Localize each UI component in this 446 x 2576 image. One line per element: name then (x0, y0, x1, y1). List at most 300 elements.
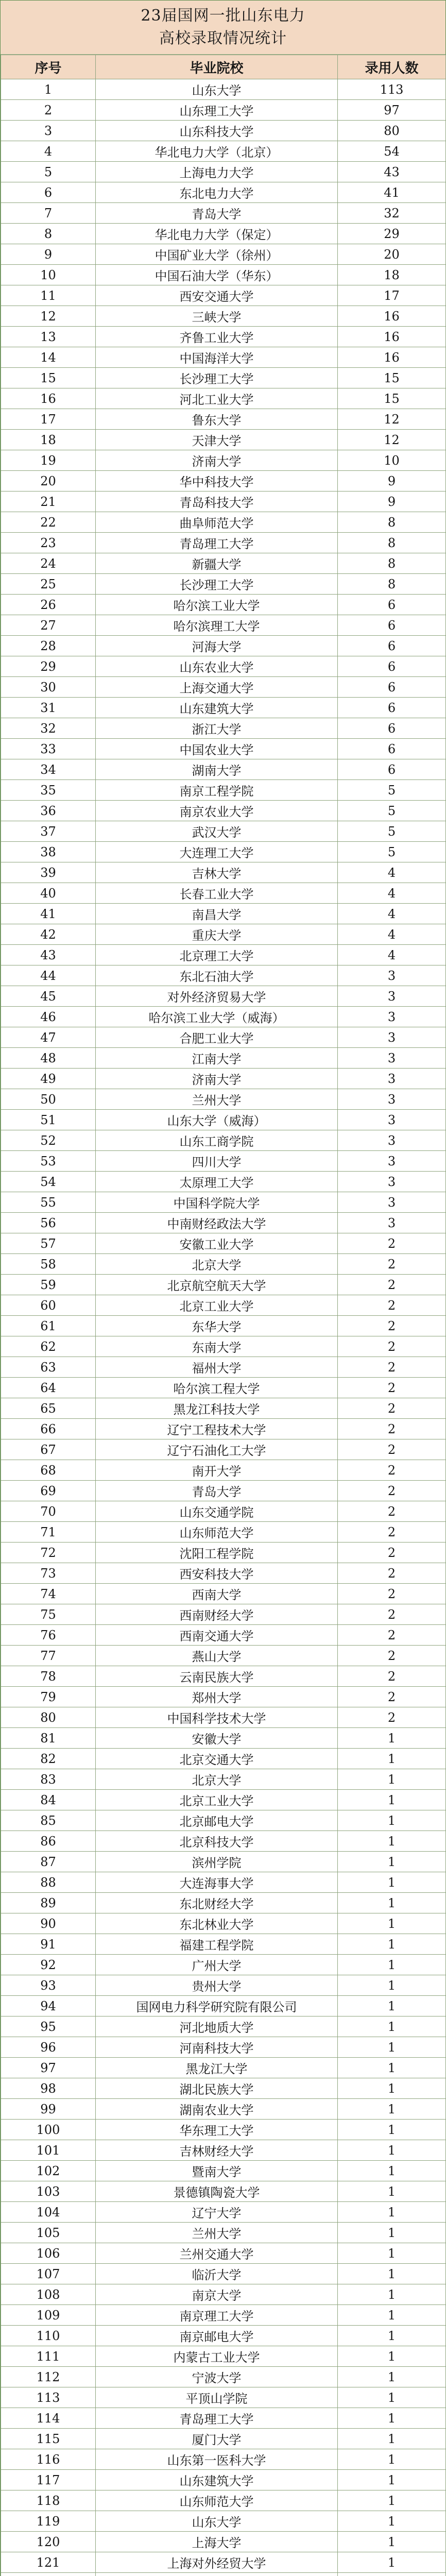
table-row (1, 1563, 446, 1584)
cell-count: 1 (338, 2511, 446, 2532)
table-row (1, 1666, 446, 1687)
cell-count: 5 (338, 780, 446, 801)
cell-index: 34 (1, 759, 96, 780)
cell-school: 江南大学 (96, 1048, 338, 1069)
cell-index: 47 (1, 1027, 96, 1048)
cell-school: 北京大学 (96, 1769, 338, 1790)
table-row (1, 1316, 446, 1336)
cell-index: 75 (1, 1604, 96, 1625)
cell-school: 北京航空航天大学 (96, 1275, 338, 1295)
cell-count: 97 (338, 100, 446, 121)
table-row (1, 2078, 446, 2099)
cell-count: 1 (338, 2408, 446, 2429)
table-row (1, 1357, 446, 1378)
cell-school: 滨州学院 (96, 1852, 338, 1872)
cell-count: 1 (338, 2326, 446, 2346)
cell-count: 113 (338, 79, 446, 100)
cell-count: 4 (338, 862, 446, 883)
cell-school: 湖北民族大学 (96, 2078, 338, 2099)
table-row (1, 615, 446, 636)
cell-index: 14 (1, 347, 96, 368)
cell-school: 辽宁工程技术大学 (96, 1419, 338, 1439)
cell-count: 6 (338, 718, 446, 739)
cell-count: 3 (338, 1089, 446, 1110)
table-row (1, 162, 446, 182)
cell-index: 76 (1, 1625, 96, 1646)
table-row (1, 409, 446, 430)
cell-count: 10 (338, 450, 446, 471)
table-row (1, 883, 446, 904)
cell-index: 29 (1, 656, 96, 677)
cell-count: 43 (338, 162, 446, 182)
cell-index: 11 (1, 285, 96, 306)
table-row (1, 1584, 446, 1604)
cell-count: 1 (338, 1934, 446, 1955)
cell-count: 1 (338, 1831, 446, 1852)
cell-count: 2 (338, 1646, 446, 1666)
cell-index: 43 (1, 945, 96, 965)
cell-school: 哈尔滨理工大学 (96, 615, 338, 636)
cell-school: 西南财经大学 (96, 1604, 338, 1625)
cell-count: 1 (338, 2305, 446, 2326)
cell-school: 三峡大学 (96, 306, 338, 327)
cell-count: 3 (338, 1172, 446, 1192)
cell-count: 6 (338, 677, 446, 698)
cell-index (1, 2573, 96, 2576)
cell-count: 2 (338, 1522, 446, 1543)
table-row (1, 1048, 446, 1069)
cell-school: 郑州大学 (96, 1687, 338, 1707)
cell-school: 山东大学 (96, 2511, 338, 2532)
cell-count: 41 (338, 182, 446, 203)
cell-school: 北京工业大学 (96, 1295, 338, 1316)
cell-count: 1 (338, 1769, 446, 1790)
cell-index: 68 (1, 1460, 96, 1481)
cell-index: 15 (1, 368, 96, 388)
cell-school: 兰州大学 (96, 2223, 338, 2243)
cell-school: 济南大学 (96, 450, 338, 471)
cell-count: 2 (338, 1625, 446, 1646)
table-row (1, 656, 446, 677)
title-line-2: 高校录取情况统计 (159, 29, 287, 47)
table-row (1, 2429, 446, 2449)
cell-index: 30 (1, 677, 96, 698)
cell-school: 哈尔滨工业大学 (96, 595, 338, 615)
table-row (1, 1543, 446, 1563)
cell-count: 20 (338, 244, 446, 265)
cell-count: 9 (338, 492, 446, 512)
table-row (1, 2387, 446, 2408)
cell-count: 3 (338, 965, 446, 986)
table-row (1, 1378, 446, 1398)
cell-index: 81 (1, 1728, 96, 1749)
cell-school: 大连理工大学 (96, 842, 338, 862)
cell-school: 北京邮电大学 (96, 1810, 338, 1831)
cell-index: 40 (1, 883, 96, 904)
cell-index: 19 (1, 450, 96, 471)
cell-count: 3 (338, 1007, 446, 1027)
cell-index: 41 (1, 904, 96, 924)
cell-school: 青岛理工大学 (96, 533, 338, 553)
cell-index: 113 (1, 2387, 96, 2408)
cell-count: 2 (338, 1687, 446, 1707)
table-body (1, 79, 446, 2576)
cell-school: 上海对外经贸大学 (96, 2552, 338, 2573)
cell-school: 临沂大学 (96, 2264, 338, 2284)
table-row (1, 471, 446, 492)
cell-index: 105 (1, 2223, 96, 2243)
cell-school: 华东理工大学 (96, 2120, 338, 2140)
cell-count: 1 (338, 1810, 446, 1831)
cell-count: 1 (338, 2490, 446, 2511)
table-row (1, 1110, 446, 1130)
cell-index: 71 (1, 1522, 96, 1543)
cell-school: 云南民族大学 (96, 1666, 338, 1687)
cell-index: 32 (1, 718, 96, 739)
title-line-1: 23届国网一批山东电力 (141, 7, 305, 25)
cell-index: 60 (1, 1295, 96, 1316)
table-row (1, 924, 446, 945)
cell-index: 12 (1, 306, 96, 327)
table-row (1, 1728, 446, 1749)
table-row (1, 1604, 446, 1625)
cell-index: 111 (1, 2346, 96, 2367)
cell-index: 103 (1, 2181, 96, 2202)
cell-school: 南京大学 (96, 2284, 338, 2305)
table-row (1, 698, 446, 718)
table-row (1, 862, 446, 883)
cell-index: 95 (1, 2016, 96, 2037)
cell-count: 2 (338, 1584, 446, 1604)
cell-count: 1 (338, 1955, 446, 1975)
cell-count: 9 (338, 471, 446, 492)
cell-school: 中国海洋大学 (96, 347, 338, 368)
cell-index: 74 (1, 1584, 96, 1604)
cell-school: 青岛理工大学 (96, 2408, 338, 2429)
table-row (1, 1089, 446, 1110)
table-row (1, 1872, 446, 1893)
cell-index: 35 (1, 780, 96, 801)
cell-count: 1 (338, 2120, 446, 2140)
cell-index: 27 (1, 615, 96, 636)
cell-index: 51 (1, 1110, 96, 1130)
cell-index: 2 (1, 100, 96, 121)
cell-count: 32 (338, 203, 446, 224)
cell-count: 2 (338, 1501, 446, 1522)
cell-count: 1 (338, 1872, 446, 1893)
table-row (1, 574, 446, 595)
cell-index: 25 (1, 574, 96, 595)
table-row (1, 780, 446, 801)
cell-index: 57 (1, 1233, 96, 1254)
cell-index: 8 (1, 224, 96, 244)
cell-index: 118 (1, 2490, 96, 2511)
cell-school: 长春工业大学 (96, 883, 338, 904)
cell-count: 2 (338, 1316, 446, 1336)
cell-count: 12 (338, 430, 446, 450)
cell-index: 119 (1, 2511, 96, 2532)
cell-index: 115 (1, 2429, 96, 2449)
cell-school: 河北工业大学 (96, 388, 338, 409)
cell-school: 中南财经政法大学 (96, 1213, 338, 1233)
cell-school: 东北石油大学 (96, 965, 338, 986)
table-row (1, 1130, 446, 1151)
cell-school: 对外经济贸易大学 (96, 986, 338, 1007)
cell-school: 华北电力大学（保定） (96, 224, 338, 244)
cell-count: 8 (338, 512, 446, 533)
cell-school: 中国石油大学（华东） (96, 265, 338, 285)
cell-index: 83 (1, 1769, 96, 1790)
table-row (1, 327, 446, 347)
cell-index: 67 (1, 1439, 96, 1460)
table-row (1, 553, 446, 574)
table-row (1, 2120, 446, 2140)
cell-index: 42 (1, 924, 96, 945)
cell-count: 1 (338, 1852, 446, 1872)
cell-school: 南开大学 (96, 1460, 338, 1481)
cell-count: 16 (338, 347, 446, 368)
table-row (1, 2243, 446, 2264)
cell-count: 3 (338, 1192, 446, 1213)
cell-count: 1 (338, 2037, 446, 2058)
cell-school: 山东科技大学 (96, 121, 338, 141)
cell-count: 1 (338, 1728, 446, 1749)
cell-school: 中国科学技术大学 (96, 1707, 338, 1728)
table-row (1, 1687, 446, 1707)
table-row (1, 347, 446, 368)
cell-index: 90 (1, 1913, 96, 1934)
cell-index: 55 (1, 1192, 96, 1213)
cell-school: 东北财经大学 (96, 1893, 338, 1913)
table-row (1, 2161, 446, 2181)
cell-school: 西安科技大学 (96, 1563, 338, 1584)
table-row (1, 141, 446, 162)
cell-index: 21 (1, 492, 96, 512)
table-row (1, 1027, 446, 1048)
cell-index: 102 (1, 2161, 96, 2181)
cell-count: 1 (338, 2058, 446, 2078)
cell-school: 福建工程学院 (96, 1934, 338, 1955)
cell-school: 中国农业大学 (96, 739, 338, 759)
cell-index: 38 (1, 842, 96, 862)
table-row (1, 1172, 446, 1192)
cell-count: 6 (338, 739, 446, 759)
cell-index: 73 (1, 1563, 96, 1584)
cell-index: 89 (1, 1893, 96, 1913)
cell-school: 景德镇陶瓷大学 (96, 2181, 338, 2202)
cell-school: 南京工程学院 (96, 780, 338, 801)
cell-index: 120 (1, 2532, 96, 2552)
table-row (1, 2016, 446, 2037)
cell-count: 17 (338, 285, 446, 306)
cell-school: 上海大学 (96, 2532, 338, 2552)
cell-school: 辽宁大学 (96, 2202, 338, 2223)
cell-school: 中国矿业大学（徐州） (96, 244, 338, 265)
table-row (1, 595, 446, 615)
table-row (1, 1625, 446, 1646)
cell-count: 2 (338, 1398, 446, 1419)
cell-school: 武汉大学 (96, 821, 338, 842)
cell-count: 1 (338, 1975, 446, 1996)
table-row (1, 306, 446, 327)
cell-index: 24 (1, 553, 96, 574)
cell-count: 5 (338, 842, 446, 862)
table-row (1, 1955, 446, 1975)
cell-index: 54 (1, 1172, 96, 1192)
cell-index: 46 (1, 1007, 96, 1027)
cell-count: 1 (338, 2470, 446, 2490)
cell-index: 36 (1, 801, 96, 821)
table-row (1, 100, 446, 121)
cell-count: 2 (338, 1666, 446, 1687)
cell-count: 2 (338, 1357, 446, 1378)
table-row (1, 265, 446, 285)
table-row (1, 1481, 446, 1501)
cell-count: 2 (338, 1481, 446, 1501)
cell-school: 安徽工业大学 (96, 1233, 338, 1254)
cell-school: 厦门大学 (96, 2429, 338, 2449)
cell-count: 6 (338, 656, 446, 677)
cell-count: 3 (338, 1151, 446, 1172)
table-row (1, 1254, 446, 1275)
table-row (1, 2346, 446, 2367)
cell-index: 62 (1, 1336, 96, 1357)
cell-index: 56 (1, 1213, 96, 1233)
cell-school: 黑龙江科技大学 (96, 1398, 338, 1419)
table-row (1, 1295, 446, 1316)
table-row (1, 2202, 446, 2223)
cell-count: 8 (338, 533, 446, 553)
cell-school: 兰州大学 (96, 1089, 338, 1110)
cell-count: 3 (338, 1130, 446, 1151)
cell-index: 61 (1, 1316, 96, 1336)
cell-index: 26 (1, 595, 96, 615)
cell-index: 65 (1, 1398, 96, 1419)
cell-count: 2 (338, 1563, 446, 1584)
cell-school: 青岛科技大学 (96, 492, 338, 512)
cell-index: 16 (1, 388, 96, 409)
table-row (1, 1007, 446, 1027)
cell-school: 哈尔滨工程大学 (96, 1378, 338, 1398)
cell-school: 南京邮电大学 (96, 2326, 338, 2346)
cell-school: 上海电力大学 (96, 162, 338, 182)
cell-count: 3 (338, 1213, 446, 1233)
table-row (1, 182, 446, 203)
cell-school: 鲁东大学 (96, 409, 338, 430)
table-row (1, 739, 446, 759)
cell-school: 山东大学（威海） (96, 1110, 338, 1130)
cell-school: 暨南大学 (96, 2161, 338, 2181)
table-row (1, 1893, 446, 1913)
cell-count: 1 (338, 2387, 446, 2408)
cell-count: 2 (338, 1604, 446, 1625)
cell-index: 6 (1, 182, 96, 203)
cell-school: 重庆大学 (96, 924, 338, 945)
table-row (1, 244, 446, 265)
cell-index: 100 (1, 2120, 96, 2140)
cell-school: 齐鲁工业大学 (96, 327, 338, 347)
cell-index: 49 (1, 1069, 96, 1089)
cell-count: 15 (338, 388, 446, 409)
cell-count: 29 (338, 224, 446, 244)
table-row (1, 986, 446, 1007)
table-row (1, 512, 446, 533)
cell-index: 7 (1, 203, 96, 224)
cell-count: 5 (338, 821, 446, 842)
cell-count: 1 (338, 1893, 446, 1913)
table-row (1, 842, 446, 862)
cell-index: 79 (1, 1687, 96, 1707)
table-row (1, 1192, 446, 1213)
cell-school: 华中科技大学 (96, 471, 338, 492)
cell-count: 2 (338, 1419, 446, 1439)
cell-school: 南京农业大学 (96, 801, 338, 821)
table-row (1, 1522, 446, 1543)
cell-count: 5 (338, 801, 446, 821)
cell-index: 92 (1, 1955, 96, 1975)
cell-count: 1 (338, 1790, 446, 1810)
cell-count: 1 (338, 2016, 446, 2037)
cell-count: 2 (338, 1378, 446, 1398)
cell-count: 18 (338, 265, 446, 285)
table-row (1, 368, 446, 388)
table-row (1, 2490, 446, 2511)
cell-school (96, 2573, 338, 2576)
cell-school: 华北电力大学（北京） (96, 141, 338, 162)
cell-index: 108 (1, 2284, 96, 2305)
cell-count: 6 (338, 759, 446, 780)
cell-count (338, 2573, 446, 2576)
cell-index: 52 (1, 1130, 96, 1151)
table-row (1, 1810, 446, 1831)
cell-count: 3 (338, 1048, 446, 1069)
cell-index: 96 (1, 2037, 96, 2058)
table-row (1, 2408, 446, 2429)
cell-school: 上海交通大学 (96, 677, 338, 698)
table-row (1, 945, 446, 965)
cell-index: 3 (1, 121, 96, 141)
cell-index: 77 (1, 1646, 96, 1666)
cell-school: 山东师范大学 (96, 2490, 338, 2511)
cell-school: 平顶山学院 (96, 2387, 338, 2408)
cell-count: 4 (338, 883, 446, 904)
cell-school: 兰州交通大学 (96, 2243, 338, 2264)
table-row (1, 2573, 446, 2576)
cell-school: 内蒙古工业大学 (96, 2346, 338, 2367)
cell-school: 北京交通大学 (96, 1749, 338, 1769)
table-row (1, 1275, 446, 1295)
table-row (1, 1439, 446, 1460)
table-row (1, 1213, 446, 1233)
cell-index: 91 (1, 1934, 96, 1955)
cell-count: 2 (338, 1295, 446, 1316)
table-row (1, 821, 446, 842)
cell-school: 北京科技大学 (96, 1831, 338, 1852)
cell-school: 东北电力大学 (96, 182, 338, 203)
table-row (1, 2058, 446, 2078)
table-row (1, 2511, 446, 2532)
cell-school: 山东第一医科大学 (96, 2449, 338, 2470)
cell-index: 39 (1, 862, 96, 883)
cell-count: 1 (338, 2161, 446, 2181)
cell-school: 南京理工大学 (96, 2305, 338, 2326)
cell-count: 12 (338, 409, 446, 430)
table-row (1, 718, 446, 739)
cell-school: 河南科技大学 (96, 2037, 338, 2058)
table-row (1, 2305, 446, 2326)
cell-index: 85 (1, 1810, 96, 1831)
cell-index: 107 (1, 2264, 96, 2284)
